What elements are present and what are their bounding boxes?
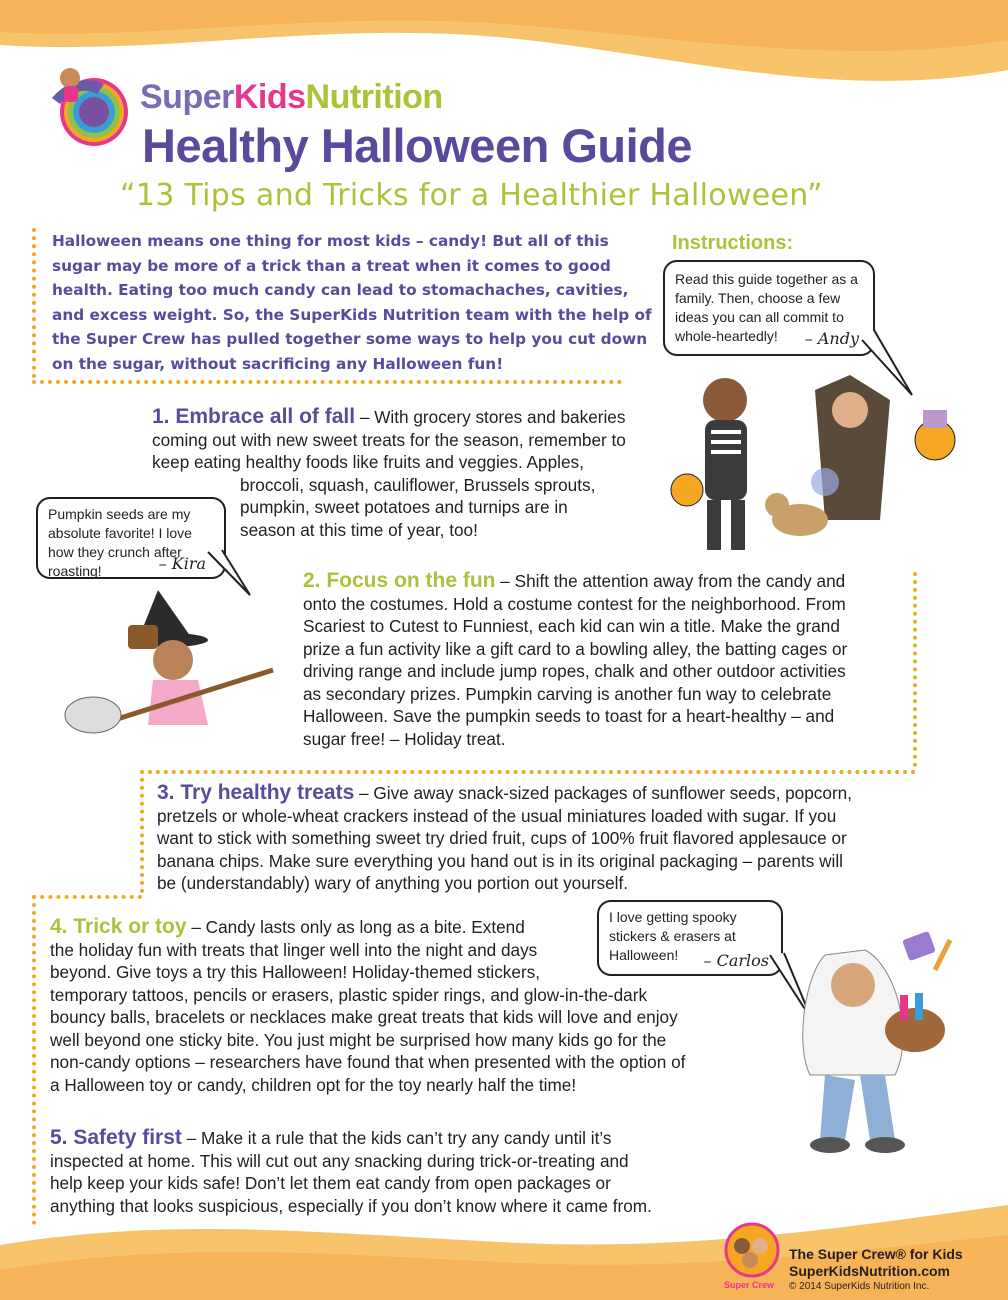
tip-line: – With grocery stores and bakeries bbox=[359, 407, 626, 427]
tip-line: sugar free! – Holiday treat. bbox=[303, 728, 506, 749]
tip-line: as secondary prizes. Pumpkin carving is another fun way to celebrate bbox=[303, 683, 832, 704]
tip-line: anything that looks suspicious, especially if you don’t know where it came from. bbox=[50, 1195, 652, 1216]
dotted-border bbox=[140, 770, 916, 774]
tip-5 bbox=[50, 1127, 770, 1217]
speech-bubble-carlos bbox=[597, 900, 783, 976]
page-subtitle: “13 Tips and Tricks for a Healthier Halloween” bbox=[120, 178, 823, 213]
tip-line: Halloween. Save the pumpkin seeds to toast for a heart-healthy – and bbox=[303, 706, 835, 726]
tip-1-heading: 1. Embrace all of fall bbox=[152, 405, 356, 428]
footer-badge-label: Super Crew bbox=[724, 1280, 775, 1290]
speech-bubble-andy bbox=[663, 260, 875, 356]
tip-line: Scariest to Cutest to Funniest, each kid can win a title. Make the grand bbox=[303, 616, 840, 636]
tip-line: well beyond one sticky bite. You just might be surprised how many kids go for the bbox=[50, 1029, 667, 1050]
brand-logo-text bbox=[140, 78, 443, 117]
intro-paragraph: Halloween means one thing for most kids – candy! But all of this sugar may be more of a trick than a treat when it comes to good health. Eating too much candy can lead to stomachaches, cavities, and excess weight. So, the SuperKids Nutrition team with the help of the Super Crew has pulled together some ways to help you cut down on the sugar, without sacrificing any Halloween fun! bbox=[52, 232, 652, 373]
tip-line: beyond. Give toys a try this Halloween! Holiday-themed stickers, bbox=[50, 962, 541, 982]
tip-4-heading: 4. Trick or toy bbox=[50, 915, 187, 938]
tip-line: temporary tattoos, pencils or erasers, plastic spider rings, and glow-in-the-dark bbox=[50, 984, 648, 1005]
tip-line: prize a fun activity like a gift card to a bowling alley, the batting cages or bbox=[303, 638, 848, 659]
tip-line: – Make it a rule that the kids can’t try any candy until it’s bbox=[186, 1128, 612, 1148]
dotted-border bbox=[32, 895, 36, 1225]
tip-line: driving range and include jump ropes, chalk and other outdoor activities bbox=[303, 661, 846, 681]
tip-line: coming out with new sweet treats for the season, remember to bbox=[152, 429, 626, 450]
tip-line: keep eating healthy foods like fruits and veggies. Apples, bbox=[152, 452, 584, 472]
tip-line: bouncy balls, bracelets or necklaces make great treats that kids will love and enjoy bbox=[50, 1007, 678, 1027]
tip-line: inspected at home. This will cut out any snacking during trick-or-treating and bbox=[50, 1150, 629, 1171]
footer-copyright: © 2014 SuperKids Nutrition Inc. bbox=[789, 1281, 930, 1292]
tip-line: banana chips. Make sure everything you hand out is in its original packaging – parents will bbox=[157, 850, 843, 871]
tip-line: be (understandably) wary of anything you portion out yourself. bbox=[157, 873, 629, 893]
tip-3-heading: 3. Try healthy treats bbox=[157, 781, 355, 804]
tip-line: broccoli, squash, cauliflower, Brussels sprouts, bbox=[240, 474, 596, 495]
brand-kids: Kids bbox=[233, 78, 306, 116]
instructions-heading: Instructions: bbox=[672, 232, 794, 254]
dotted-border bbox=[140, 770, 144, 893]
tip-2 bbox=[303, 570, 913, 750]
brand-nutrition: Nutrition bbox=[305, 78, 443, 116]
tip-line: non-candy options – researchers have found that when presented with the option of bbox=[50, 1052, 686, 1072]
bubble-signature: – Andy bbox=[804, 329, 859, 348]
tip-line: a Halloween toy or candy, children opt for the toy nearly half the time! bbox=[50, 1074, 577, 1095]
tip-3 bbox=[157, 782, 947, 895]
superkids-logo-icon bbox=[42, 58, 134, 150]
bubble-text: Pumpkin seeds are my absolute favorite! I love how they crunch after roasting! bbox=[48, 506, 192, 579]
kids-trick-or-treat-illustration bbox=[665, 370, 975, 560]
tip-line: – Give away snack-sized packages of sunflower seeds, popcorn, bbox=[359, 783, 853, 803]
footer-website: SuperKidsNutrition.com bbox=[789, 1263, 951, 1279]
tip-2-heading: 2. Focus on the fun bbox=[303, 569, 496, 592]
tip-line: the holiday fun with treats that linger well into the night and days bbox=[50, 939, 538, 960]
dotted-border bbox=[32, 380, 622, 384]
tip-line: want to stick with something sweet try dried fruit, cups of 100% fruit flavored applesauce or bbox=[157, 828, 847, 848]
tip-line: season at this time of year, too! bbox=[240, 519, 478, 540]
brand-super: Super bbox=[140, 78, 234, 116]
tip-line: pretzels or whole-wheat crackers instead of the usual miniatures loaded with sugar. If you bbox=[157, 805, 837, 826]
page-title: Healthy Halloween Guide bbox=[142, 119, 693, 172]
dotted-border bbox=[913, 572, 917, 767]
tip-5-heading: 5. Safety first bbox=[50, 1126, 182, 1149]
ghost-kid-illustration bbox=[775, 915, 975, 1165]
speech-bubble-kira bbox=[36, 497, 226, 579]
tip-line: – Candy lasts only as long as a bite. Extend bbox=[191, 917, 525, 937]
tip-line: onto the costumes. Hold a costume contest for the neighborhood. From bbox=[303, 593, 846, 614]
dotted-border bbox=[32, 895, 142, 899]
bubble-signature: – Carlos bbox=[703, 951, 769, 970]
tip-line: help keep your kids safe! Don’t let them eat candy from open packages or bbox=[50, 1173, 611, 1193]
tip-1 bbox=[152, 406, 692, 541]
witch-girl-illustration bbox=[58, 585, 278, 745]
bubble-text: I love getting spooky stickers & erasers at Halloween! bbox=[609, 909, 737, 963]
tip-line: – Shift the attention away from the candy and bbox=[500, 571, 846, 591]
dotted-border bbox=[32, 228, 36, 378]
tip-line: pumpkin, sweet potatoes and turnips are in bbox=[240, 497, 568, 517]
bubble-signature: – Kira bbox=[158, 554, 206, 573]
footer-line-1: The Super Crew® for Kids bbox=[789, 1246, 963, 1262]
bubble-text: Read this guide together as a family. Then, choose a few ideas you can all commit to whole-heartedly! bbox=[675, 271, 858, 344]
